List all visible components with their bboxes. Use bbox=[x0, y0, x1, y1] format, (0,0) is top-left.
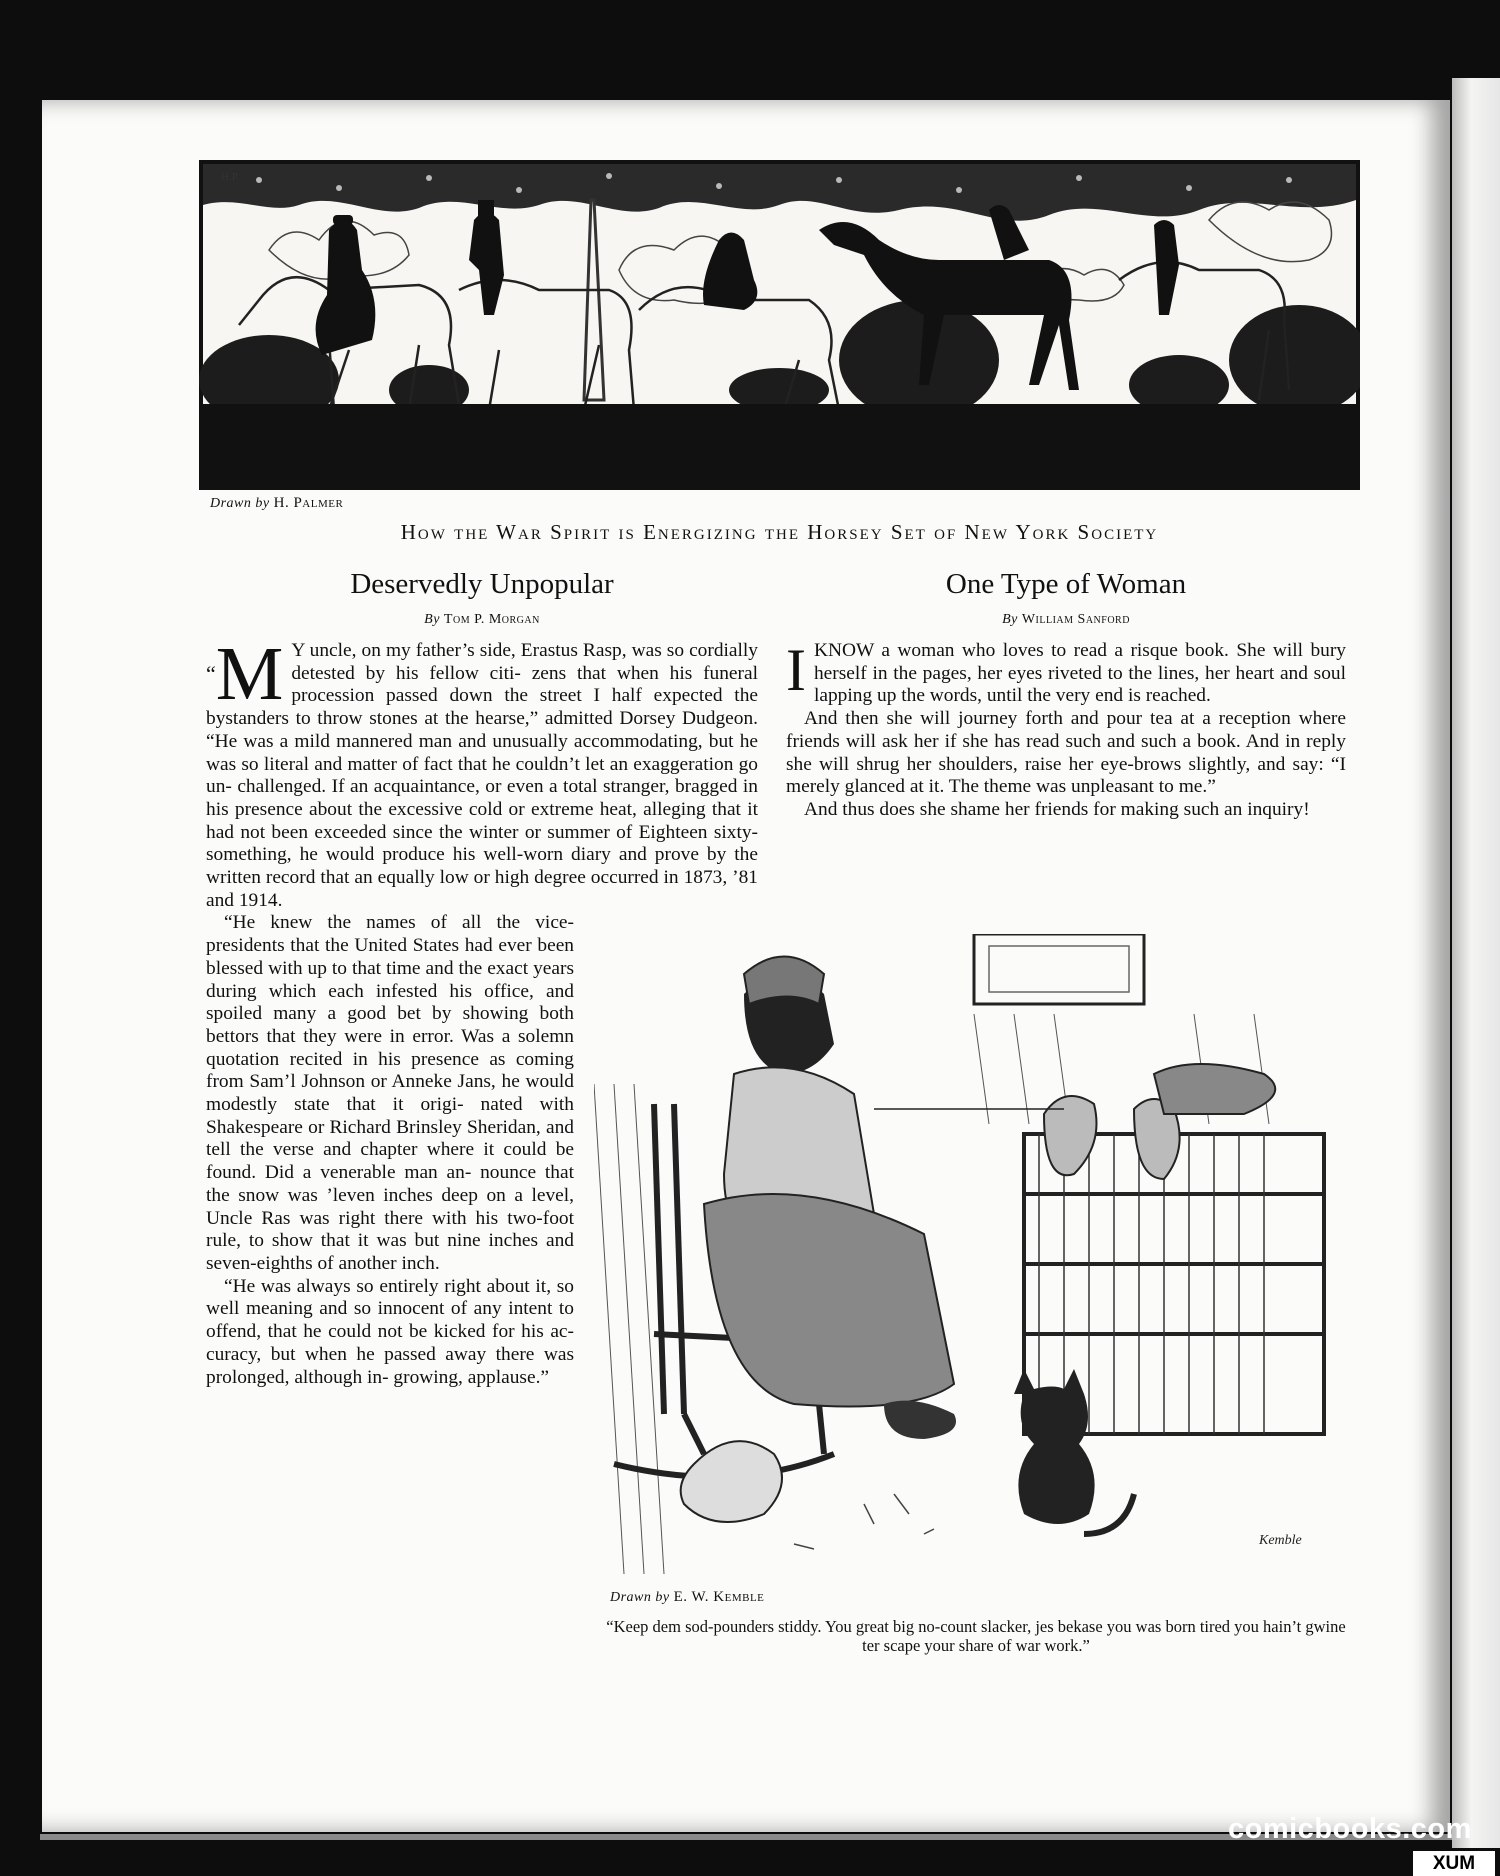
banner-credit-name: H. Palmer bbox=[273, 495, 344, 511]
right-paragraph-3: And thus does she shame her friends for making such an inquiry! bbox=[804, 798, 1310, 820]
left-open-quote: “ bbox=[206, 661, 216, 686]
left-byline-prefix: By bbox=[424, 612, 440, 627]
illustration-credit bbox=[610, 1589, 764, 1606]
right-article-body bbox=[786, 637, 1346, 822]
right-paragraph-1-wrap bbox=[786, 637, 1346, 708]
banner-credit-prefix: Drawn by bbox=[210, 496, 270, 511]
banner-illustration bbox=[199, 160, 1360, 490]
banner-credit bbox=[210, 495, 343, 512]
banner-initials: H.P. bbox=[221, 171, 240, 183]
site-watermark: comicbooks.com bbox=[1228, 1813, 1472, 1845]
right-paragraph-1: KNOW a woman who loves to read a risque book. She will bury herself in the pages, her eyes riveted to the lines, her heart and soul lapping up the words, until the very end is reached. bbox=[813, 640, 1346, 707]
left-article-title: Deservedly Unpopular bbox=[350, 568, 614, 600]
left-article-byline bbox=[206, 612, 758, 628]
kemble-illustration bbox=[594, 934, 1346, 1574]
left-paragraph-3: “He was always so entirely right about it, so well meaning and so innocent of any intent to offend, that he could not be kicked for his ac- curacy, but when he passed away there was prolonged, although in- growing, applause.” bbox=[206, 1275, 574, 1388]
adjacent-page-edge bbox=[1452, 78, 1500, 1848]
left-paragraph-1: Y uncle, on my father’s side, Erastus Rasp, was so cordially detested by his fellow citi- zens that when his funeral procession passed down the street I half expected the bystanders to throw stones at the hearse,” admitted Dorsey Dudgeon. “He was a mild mannered man and unusually accommodating, but he was so literal and matter of fact that he couldn’t let an exaggeration go un- challenged. If an acquaintance, or even a total stranger, bragged in his presence about the excessive cold or extreme heat, alleging that it had not been exceeded since the winter or summer of Eighteen sixty-something, he would produce his well-worn diary and prove by the written record that an equally low or high degree occurred in 1873, ’81 and 1914. bbox=[206, 640, 758, 911]
illustration-credit-name: E. W. Kemble bbox=[673, 1589, 765, 1605]
right-article-title: One Type of Woman bbox=[945, 568, 1187, 600]
right-drop-cap: I bbox=[786, 637, 806, 703]
illustration-credit-prefix: Drawn by bbox=[610, 1590, 670, 1605]
illustration-caption: “Keep dem sod-pounders stiddy. You great big no-count slacker, jes bekase you was born tired you hain’t gwine ter scape your share of war work.” bbox=[606, 1617, 1346, 1655]
right-byline-name: William Sanford bbox=[1021, 612, 1130, 627]
right-byline-prefix: By bbox=[1002, 612, 1018, 627]
illustration-signature: Kemble bbox=[1259, 1533, 1302, 1548]
banner-caption: How the War Spirit is Energizing the Horsey Set of New York Society bbox=[400, 520, 1159, 544]
left-drop-cap bbox=[206, 632, 284, 716]
left-paragraph-2: “He knew the names of all the vice-presidents that the United States had ever been blessed with up to that time and the exact years during which each infested his office, and spoiled many a good bet by showing both bettors that they were in error. Was a solemn quotation recited in his presence as coming from Sam’l Johnson or Anneke Jans, he would modestly state that it origi- nated with Shakespeare or Richard Brinsley Sheridan, and tell the verse and chapter where it could be found. Did a venerable man an- nounce that the snow was ’leven inches deep on a level, Uncle Ras was right there with his two-foot rule, to show that it was but nine inches and seven-eighths of another inch. bbox=[206, 912, 574, 1274]
left-paragraph-1-top bbox=[206, 632, 758, 912]
corner-badge: XUM bbox=[1413, 1851, 1495, 1876]
left-drop-cap-letter: M bbox=[215, 632, 284, 716]
right-article-byline bbox=[786, 612, 1346, 628]
left-byline-name: Tom P. Morgan bbox=[443, 612, 540, 627]
right-paragraph-2: And then she will journey forth and pour tea at a reception where friends will ask her if she has read such and such a book. And in reply she will shrug her shoulders, raise her eye-brows slightly, and say: “I merely glanced at it. The theme was unpleasant to me.” bbox=[786, 708, 1346, 798]
